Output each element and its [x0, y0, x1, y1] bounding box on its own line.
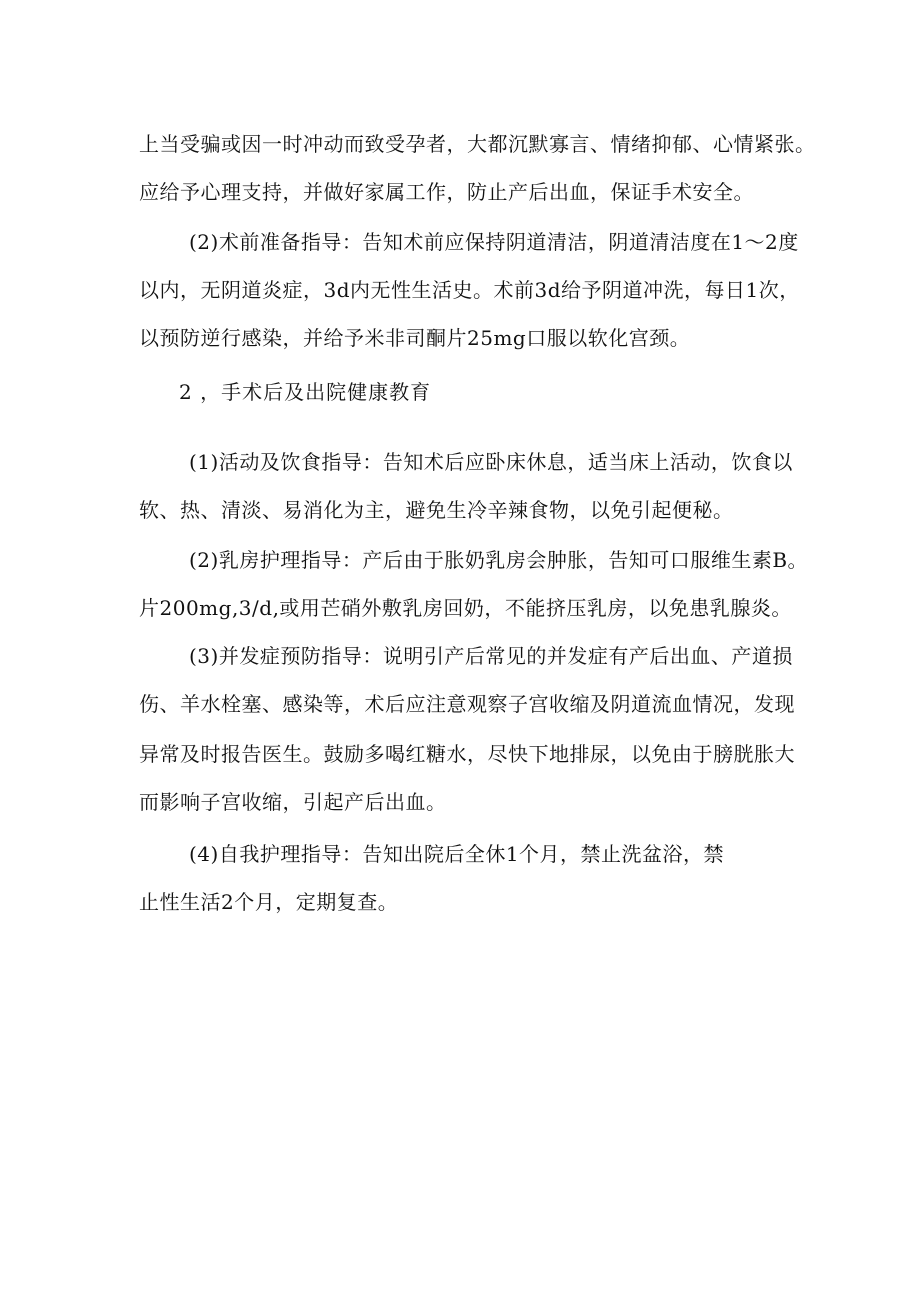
activity-line-1: (1)活动及饮食指导：告知术后应卧床休息，适当床上活动，饮食以 [189, 450, 793, 474]
intro-line-1: 上当受骗或因一时冲动而致受孕者，大都沉默寡言、情绪抑郁、心情紧张。 [139, 132, 816, 156]
preop-line-3: 以预防逆行感染，并给予米非司酮片25mg口服以软化宫颈。 [139, 326, 691, 350]
complication-line-2: 伤、羊水栓塞、感染等，术后应注意观察子宫收缩及阴道流血情况，发现 [139, 692, 795, 716]
preop-line-1: (2)术前准备指导：告知术前应保持阴道清洁，阴道清洁度在1～2度 [189, 230, 799, 254]
preop-line-2: 以内，无阴道炎症，3d内无性生活史。术前3d给予阴道冲洗，每日1次， [139, 278, 800, 302]
complication-line-4: 而影响子宫收缩，引起产后出血。 [139, 790, 447, 814]
complication-line-3: 异常及时报告医生。鼓励多喝红糖水，尽快下地排尿，以免由于膀胱胀大 [139, 742, 795, 766]
breast-line-2: 片200mg,3∕d,或用芒硝外敷乳房回奶，不能挤压乳房，以免患乳腺炎。 [139, 596, 792, 620]
intro-line-2: 应给予心理支持，并做好家属工作，防止产后出血，保证手术安全。 [139, 180, 754, 204]
section-heading: 2 ，手术后及出院健康教育 [179, 380, 432, 404]
activity-line-2: 软、热、清淡、易消化为主，避免生冷辛辣食物，以免引起便秘。 [139, 498, 734, 522]
breast-line-1: (2)乳房护理指导：产后由于胀奶乳房会肿胀，告知可口服维生素B。 [189, 548, 809, 572]
complication-line-1: (3)并发症预防指导：说明引产后常见的并发症有产后出血、产道损 [189, 644, 793, 668]
selfcare-line-1: (4)自我护理指导：告知出院后全休1个月，禁止洗盆浴，禁 [189, 842, 725, 866]
selfcare-line-2: 止性生活2个月，定期复查。 [139, 890, 399, 914]
